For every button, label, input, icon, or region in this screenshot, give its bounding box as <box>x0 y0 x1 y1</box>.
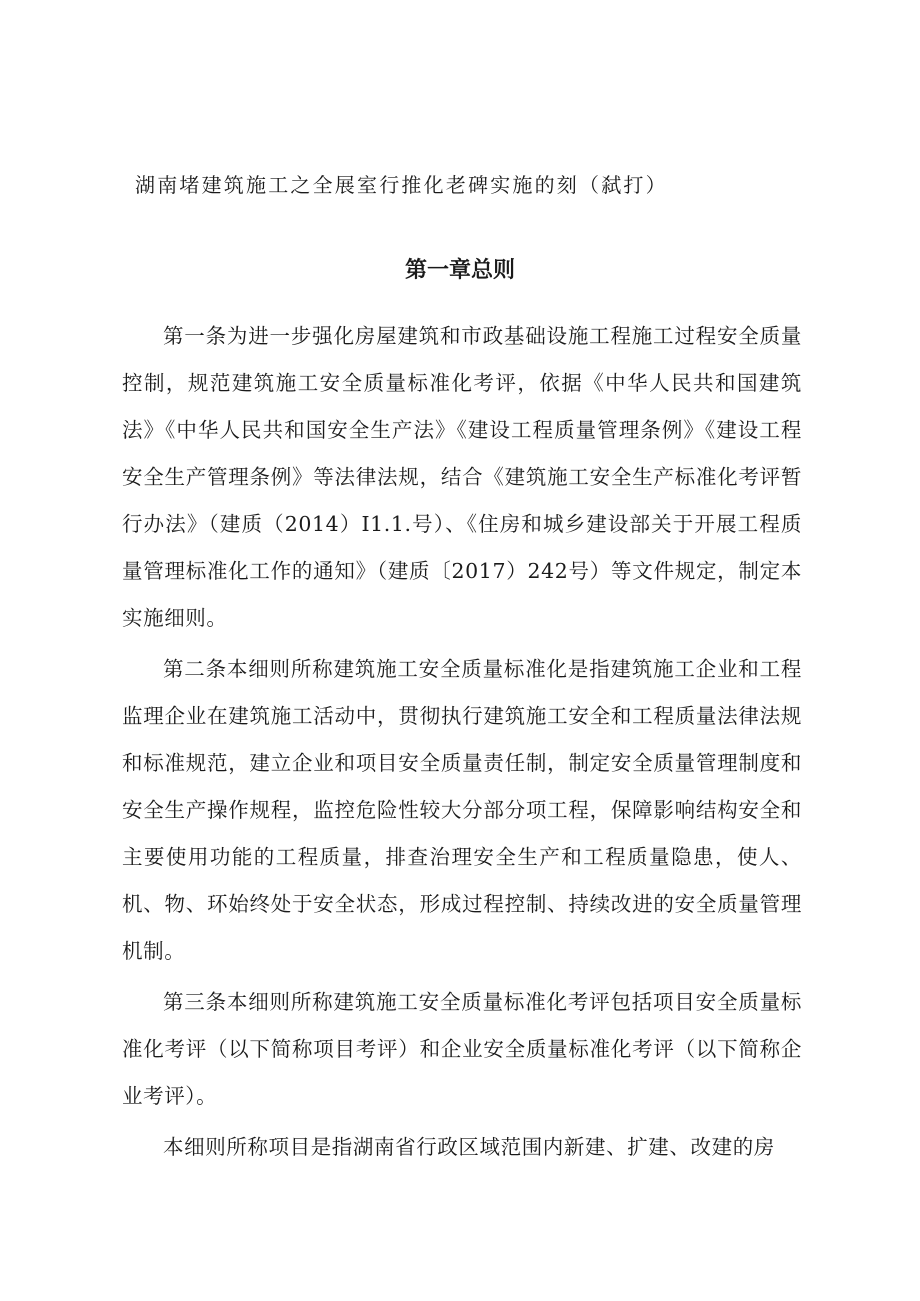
document-body <box>122 313 802 1175</box>
article-1-paragraph: 第一条为进一步强化房屋建筑和市政基础设施工程施工过程安全质量控制，规范建筑施工安全质量标准化考评，依据《中华人民共和国建筑法》《中华人民共和国安全生产法》《建设工程质量管理条例》《建设工程安全生产管理条例》等法律法规，结合《建筑施工安全生产标准化考评暂行办法》（建质（2014）I1.1.号）、《住房和城乡建设部关于开展工程质量管理标准化工作的通知》（建质〔2017）242号）等文件规定，制定本实施细则。 <box>122 324 802 630</box>
article-2-paragraph: 第二条本细则所称建筑施工安全质量标准化是指建筑施工企业和工程监理企业在建筑施工活动中，贯彻执行建筑施工安全和工程质量法律法规和标准规范，建立企业和项目安全质量责任制，制定安全质量管理制度和安全生产操作规程，监控危险性较大分部分项工程，保障影响结构安全和主要使用功能的工程质量，排查治理安全生产和工程质量隐患，使人、机、物、环始终处于安全状态，形成过程控制、持续改进的安全质量管理机制。 <box>122 657 802 963</box>
chapter-title: 第一章总则 <box>404 258 515 283</box>
project-definition-paragraph: 本细则所称项目是指湖南省行政区域范围内新建、扩建、改建的房 <box>163 1135 775 1159</box>
article-3-paragraph: 第三条本细则所称建筑施工安全质量标准化考评包括项目安全质量标准化考评（以下简称项目考评）和企业安全质量标准化考评（以下简称企业考评）。 <box>122 990 802 1108</box>
document-title: 湖南堵建筑施工之全展室行推化老碑实施的刻（弑打） <box>135 173 668 197</box>
